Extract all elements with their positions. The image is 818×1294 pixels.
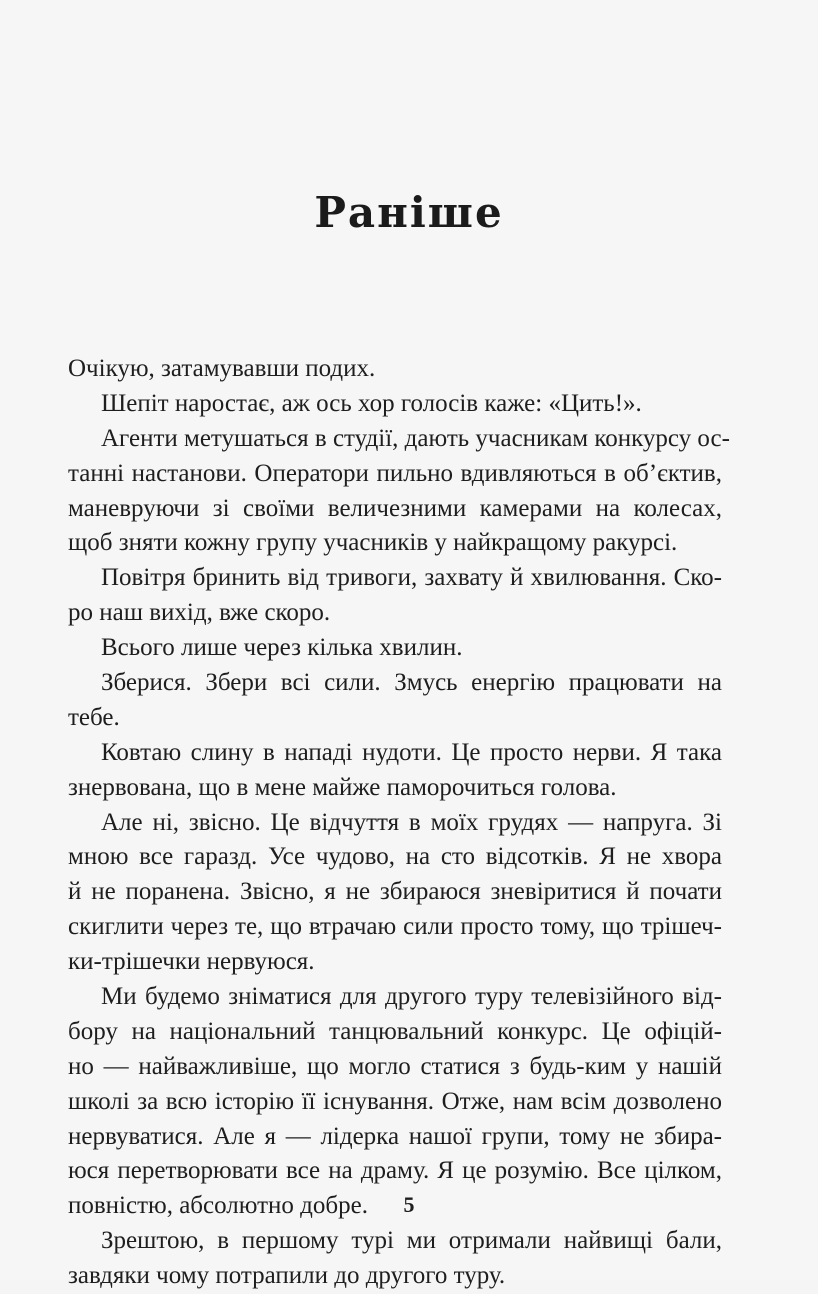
body-text — [68, 352, 730, 1294]
text-line: Зберися. Збери всі сили. Змусь енергію працювати на — [101, 669, 722, 697]
text-line: Шепіт наростає, аж ось хор голосів каже: «Цить!». — [101, 389, 642, 417]
text-line: щоб зняти кожну групу учасників у найкращому ракурсі. — [68, 529, 678, 557]
text-line: нервуватися. Але я — лідерка нашої групи, тому не збира- — [68, 1122, 722, 1150]
text-line: бору на національний танцювальний конкурс. Це офіцій- — [68, 1017, 722, 1045]
text-line: танні настанови. Оператори пильно вдивляються в об’єктив, — [68, 459, 722, 487]
chapter-title: Раніше — [314, 188, 504, 237]
text-line: маневруючи зі своїми величезними камерами на колесах, — [68, 494, 722, 522]
text-line: скиглити через те, що втрачаю сили просто тому, що трішеч- — [68, 913, 722, 941]
text-line: школі за всю історію її існування. Отже, нам всім дозволено — [68, 1087, 722, 1115]
text-line: повністю, абсолютно добре. — [68, 1192, 368, 1220]
page-number: 5 — [403, 1192, 415, 1217]
text-line: мною все гаразд. Усе чудово, на сто відсотків. Я не хвора — [68, 843, 722, 871]
text-line: Ковтаю слину в нападі нудоти. Це просто нерви. Я така — [101, 738, 722, 766]
text-line: Зрештою, в першому турі ми отримали найвищі бали, — [101, 1227, 722, 1255]
text-line: Всього лише через кілька хвилин. — [101, 634, 463, 662]
text-line: ро наш вихід, вже скоро. — [68, 599, 331, 627]
text-line: Але ні, звісно. Це відчуття в моїх грудях — напруга. Зі — [101, 808, 722, 836]
text-line: й не поранена. Звісно, я не збираюся зневіритися й почати — [68, 878, 722, 906]
text-line: Ми будемо зніматися для другого туру телевізійного від- — [101, 983, 722, 1011]
text-line: ки-трішечки нервуюся. — [68, 948, 315, 976]
text-line: Очікую, затамувавши подих. — [68, 355, 376, 382]
text-line: Агенти метушаться в студії, дають учасникам конкурсу ос- — [101, 424, 730, 452]
text-line: знервована, що в мене майже паморочиться голова. — [68, 773, 617, 801]
text-line: юся перетворювати все на драму. Я це розумію. Все цілком, — [68, 1157, 722, 1185]
text-line: Повітря бринить від тривоги, захвату й хвилювання. Ско- — [101, 564, 722, 592]
text-line: завдяки чому потрапили до другого туру. — [68, 1262, 506, 1290]
text-line: но — найважливіше, що могло статися з будь-ким у нашій — [68, 1052, 722, 1080]
text-line: тебе. — [68, 703, 120, 731]
